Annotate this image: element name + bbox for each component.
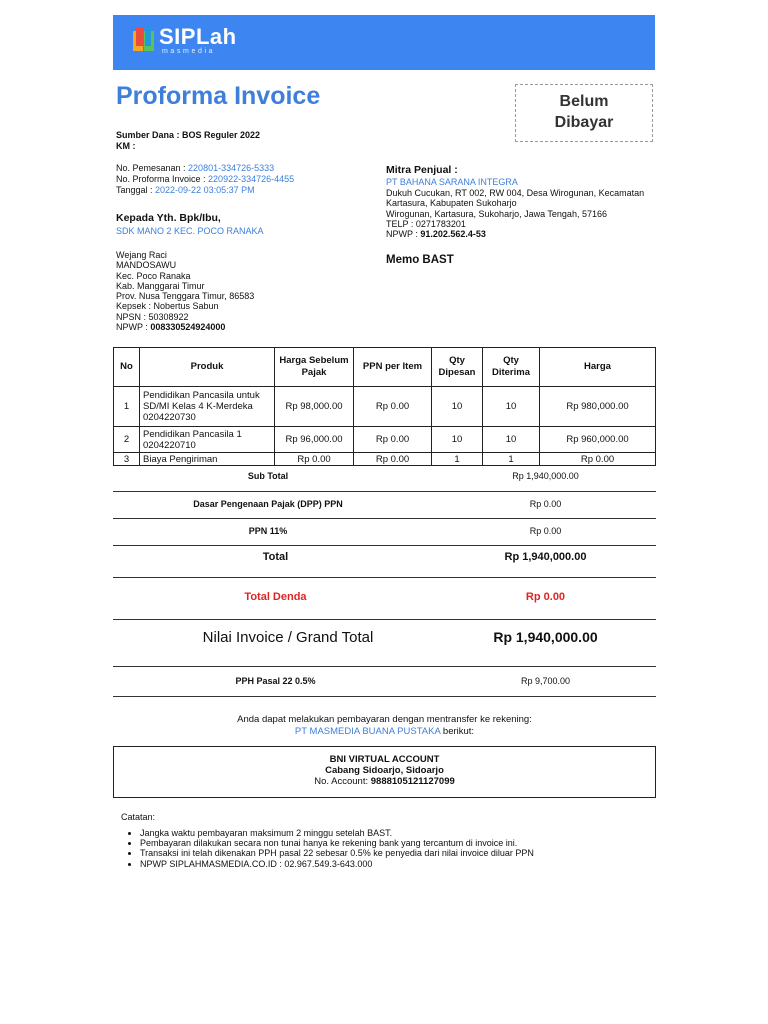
dpp-row: Dasar Pengenaan Pajak (DPP) PPN Rp 0.00 bbox=[113, 491, 656, 519]
page-title: Proforma Invoice bbox=[116, 82, 321, 110]
payment-intro: Anda dapat melakukan pembayaran dengan mentransfer ke rekening: PT MASMEDIA BUANA PUSTAKA berikut: bbox=[237, 714, 532, 737]
order-number: 220801-334726-5333 bbox=[188, 163, 275, 173]
kepada-heading: Kepada Yth. Bpk/Ibu, bbox=[116, 212, 221, 224]
brand-name: SIPLah bbox=[159, 24, 237, 49]
mitra-npwp: 91.202.562.4-53 bbox=[420, 229, 486, 240]
table-header-row: No Produk Harga Sebelum Pajak PPN per Item Qty Dipesan Qty Diterima Harga bbox=[114, 348, 656, 387]
list-item: • NPWP SIPLAHMASMEDIA.CO.ID : 02.967.549.3-643.000 bbox=[140, 859, 534, 869]
pph-row: PPH Pasal 22 0.5% Rp 9,700.00 bbox=[113, 666, 656, 697]
ppn-row: PPN 11% Rp 0.00 bbox=[113, 518, 656, 546]
memo-heading: Memo BAST bbox=[386, 254, 454, 266]
bank-branch: Cabang Sidoarjo, Sidoarjo bbox=[325, 765, 444, 776]
status-line2: Dibayar bbox=[554, 114, 614, 131]
header-banner bbox=[113, 15, 655, 70]
status-line1: Belum bbox=[559, 93, 609, 110]
payee-company: PT MASMEDIA BUANA PUSTAKA bbox=[294, 726, 441, 737]
order-date: 2022-09-22 03:05:37 PM bbox=[155, 185, 255, 195]
notes-heading: Catatan: bbox=[121, 812, 156, 822]
table-row: 1 Pendidikan Pancasila untuk SD/MI Kelas 4 K-Merdeka 0204220730 Rp 98,000.00 Rp 0.00 10 10 Rp 980,000.00 bbox=[114, 387, 656, 427]
list-item: • Jangka waktu pembayaran maksimum 2 minggu setelah BAST. bbox=[140, 828, 534, 838]
school-address: Wejang Raci MANDOSAWU Kec. Poco Ranaka Kab. Manggarai Timur Prov. Nusa Tenggara Timur, 86583 Kepsek : Nobertus Sabun NPSN : 50308922 NPWP : 008330524924000 bbox=[116, 250, 255, 333]
school-name: SDK MANO 2 KEC. POCO RANAKA bbox=[116, 226, 264, 236]
table-row: 2 Pendidikan Pancasila 1 0204220710 Rp 96,000.00 Rp 0.00 10 10 Rp 960,000.00 bbox=[114, 427, 656, 453]
items-table bbox=[113, 347, 656, 466]
school-npwp: 008330524924000 bbox=[150, 322, 226, 333]
subtotal-row: Sub Total Rp 1,940,000.00 bbox=[113, 463, 656, 492]
grand-total-row: Nilai Invoice / Grand Total Rp 1,940,000.00 bbox=[113, 619, 656, 667]
account-number: 9888105121127099 bbox=[370, 776, 455, 787]
notes-list bbox=[123, 828, 534, 869]
list-item: • Transaksi ini telah dikenakan PPH pasal 22 sebesar 0.5% ke penyedia dari nilai invoice diluar PPN bbox=[140, 848, 534, 858]
list-item: • Pembayaran dilakukan secara non tunai hanya ke rekening bank yang tercantum di invoice ini. bbox=[140, 838, 534, 848]
denda-row: Total Denda Rp 0.00 bbox=[113, 577, 656, 620]
km-label: KM : bbox=[116, 141, 136, 151]
mitra-heading: Mitra Penjual : bbox=[386, 164, 458, 176]
bank-account-box: BNI VIRTUAL ACCOUNT Cabang Sidoarjo, Sidoarjo No. Account: 9888105121127099 bbox=[113, 746, 656, 798]
sumber-dana: Sumber Dana : BOS Reguler 2022 bbox=[116, 130, 261, 140]
table-row: 3 Biaya Pengiriman Rp 0.00 Rp 0.00 1 1 Rp 0.00 bbox=[114, 453, 656, 466]
bank-name: BNI VIRTUAL ACCOUNT bbox=[329, 754, 440, 765]
mitra-name: PT BAHANA SARANA INTEGRA bbox=[386, 177, 518, 187]
total-row: Total Rp 1,940,000.00 bbox=[113, 545, 656, 578]
brand-sub: masmedia bbox=[162, 48, 216, 55]
order-info: No. Pemesanan : 220801-334726-5333 No. Proforma Invoice : 220922-334726-4455 Tanggal : 2022-09-22 03:05:37 PM bbox=[116, 163, 295, 195]
proforma-number: 220922-334726-4455 bbox=[208, 174, 295, 184]
book-logo-icon bbox=[133, 28, 155, 53]
mitra-address: Dukuh Cucukan, RT 002, RW 004, Desa Wirogunan, Kecamatan Kartasura, Kabupaten Sukoharjo Wirogunan, Kartasura, Sukoharjo, Jawa Tengah, 57166 TELP : 0271783201 NPWP : 91.202.562.4-53 bbox=[386, 188, 645, 240]
status-badge bbox=[515, 84, 653, 142]
